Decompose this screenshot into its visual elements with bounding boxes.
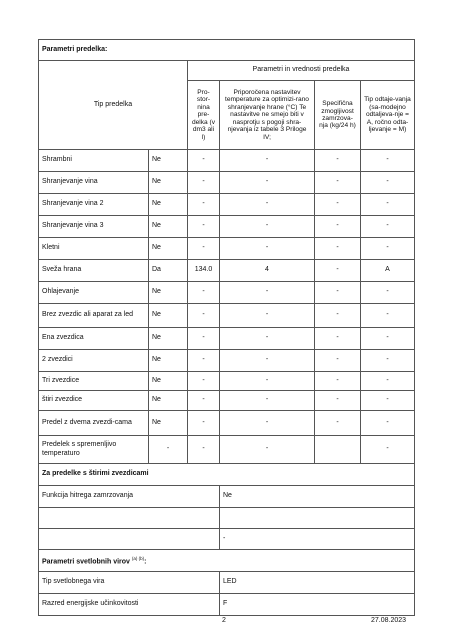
row-defrost: -	[361, 216, 415, 238]
row-volume: -	[188, 411, 220, 436]
row-volume: 134.0	[188, 260, 220, 282]
row-defrost: -	[361, 282, 415, 304]
section-title: Parametri predelka:	[39, 40, 415, 61]
col-temp-header: Priporočena nastavitev temperature za optimizi-rano shranjevanje hrane (°C) Te nastavitve ne smejo biti v nasprotju s pogoji shra-njevanja iz tabele 3 Priloge IV;	[220, 81, 315, 150]
row-name: Shranjevanje vina	[39, 172, 149, 194]
row-defrost: -	[361, 391, 415, 411]
light-type-value: LED	[220, 572, 415, 594]
row-defrost: -	[361, 150, 415, 172]
row-name: Brez zvezdic ali aparat za led	[39, 304, 149, 328]
row-present: Ne	[149, 391, 188, 411]
row-present: Ne	[149, 150, 188, 172]
row-volume: -	[188, 282, 220, 304]
light-section-marks: (a) (b)	[131, 555, 145, 561]
row-present: -	[149, 436, 188, 464]
row-temp: -	[220, 216, 315, 238]
table-row	[39, 282, 415, 304]
row-present: Ne	[149, 304, 188, 328]
row-name: Shranjevanje vina 2	[39, 194, 149, 216]
row-present: Ne	[149, 216, 188, 238]
page-number: 2	[222, 617, 226, 624]
row-temp: -	[220, 304, 315, 328]
col-freeze-header: Specifična zmogljivost zamrzova-nja (kg/24 h)	[315, 81, 361, 150]
row-name: Predelek s spremenljivo temperaturo	[39, 436, 149, 464]
light-section-title-text: Parametri svetlobnih virov	[42, 557, 130, 565]
row-temp: -	[220, 372, 315, 391]
row-defrost: -	[361, 372, 415, 391]
row-freeze: -	[315, 150, 361, 172]
table-row	[39, 411, 415, 436]
row-name: Shranjevanje vina 3	[39, 216, 149, 238]
params-header: Parametri in vrednosti predelka	[188, 61, 415, 81]
row-defrost: -	[361, 194, 415, 216]
row-temp: -	[220, 350, 315, 372]
row-temp: -	[220, 172, 315, 194]
table-row	[39, 260, 415, 282]
table-row	[39, 328, 415, 350]
row-freeze: -	[315, 216, 361, 238]
row-volume: -	[188, 304, 220, 328]
row-freeze: -	[315, 172, 361, 194]
row-temp: 4	[220, 260, 315, 282]
table-row	[39, 304, 415, 328]
row-name: Ena zvezdica	[39, 328, 149, 350]
row-present: Ne	[149, 172, 188, 194]
row-defrost: -	[361, 172, 415, 194]
compartment-table	[38, 39, 415, 616]
row-volume: -	[188, 216, 220, 238]
blank-value	[220, 508, 415, 529]
row-defrost: -	[361, 411, 415, 436]
row-defrost: -	[361, 304, 415, 328]
row-volume: -	[188, 372, 220, 391]
row-freeze: -	[315, 328, 361, 350]
row-temp: -	[220, 436, 315, 464]
row-volume: -	[188, 328, 220, 350]
row-defrost: -	[361, 350, 415, 372]
row-present: Ne	[149, 194, 188, 216]
light-type-label: Tip svetlobnega vira	[39, 572, 220, 594]
row-volume: -	[188, 350, 220, 372]
table-row	[39, 172, 415, 194]
row-present: Ne	[149, 350, 188, 372]
row-freeze: -	[315, 372, 361, 391]
table-row	[39, 238, 415, 260]
row-volume: -	[188, 172, 220, 194]
row-temp: -	[220, 238, 315, 260]
row-volume: -	[188, 391, 220, 411]
row-present: Ne	[149, 411, 188, 436]
row-defrost: A	[361, 260, 415, 282]
table-row	[39, 436, 415, 464]
row-present: Ne	[149, 372, 188, 391]
row-freeze: -	[315, 391, 361, 411]
blank-label-2	[39, 529, 220, 550]
type-header: Tip predelka	[39, 61, 188, 150]
blank-dash-value: -	[220, 529, 415, 550]
row-name: Ohlajevanje	[39, 282, 149, 304]
energy-class-label: Razred energijske učinkovitosti	[39, 594, 220, 616]
row-name: 2 zvezdici	[39, 350, 149, 372]
row-defrost: -	[361, 238, 415, 260]
row-present: Da	[149, 260, 188, 282]
fast-freeze-label: Funkcija hitrega zamrzovanja	[39, 486, 220, 508]
row-freeze	[315, 436, 361, 464]
table-row	[39, 391, 415, 411]
row-present: Ne	[149, 238, 188, 260]
light-section-colon: :	[144, 557, 147, 565]
light-source-section-title	[39, 550, 415, 572]
row-defrost: -	[361, 328, 415, 350]
row-freeze: -	[315, 282, 361, 304]
row-name: štiri zvezdice	[39, 391, 149, 411]
table-row	[39, 150, 415, 172]
table-row	[39, 216, 415, 238]
row-name: Tri zvezdice	[39, 372, 149, 391]
blank-label	[39, 508, 220, 529]
footer-date: 27.08.2023	[371, 617, 407, 624]
row-present: Ne	[149, 328, 188, 350]
row-volume: -	[188, 150, 220, 172]
row-present: Ne	[149, 282, 188, 304]
four-star-section-title: Za predelke s štirimi zvezdicami	[39, 464, 415, 486]
row-temp: -	[220, 150, 315, 172]
row-freeze: -	[315, 194, 361, 216]
col-defrost-header: Tip odtaje-vanja (sa-modejno odtaljeva-nje = A, ročno odta-ljevanje = M)	[361, 81, 415, 150]
row-temp: -	[220, 328, 315, 350]
energy-class-value: F	[220, 594, 415, 616]
parameters-sheet	[38, 39, 414, 616]
row-volume: -	[188, 238, 220, 260]
row-temp: -	[220, 282, 315, 304]
row-name: Sveža hrana	[39, 260, 149, 282]
row-freeze: -	[315, 238, 361, 260]
row-temp: -	[220, 194, 315, 216]
row-freeze: -	[315, 350, 361, 372]
table-row	[39, 350, 415, 372]
row-freeze: -	[315, 411, 361, 436]
table-row	[39, 372, 415, 391]
row-name: Shrambni	[39, 150, 149, 172]
row-defrost: -	[361, 436, 415, 464]
row-volume: -	[188, 194, 220, 216]
table-row	[39, 194, 415, 216]
row-freeze: -	[315, 260, 361, 282]
row-name: Predel z dvema zvezdi-cama	[39, 411, 149, 436]
row-freeze: -	[315, 304, 361, 328]
row-name: Kletni	[39, 238, 149, 260]
row-temp: -	[220, 411, 315, 436]
row-volume: -	[188, 436, 220, 464]
fast-freeze-value: Ne	[220, 486, 415, 508]
col-volume-header: Pro-stor-nina pre-delka (v dm3 ali l)	[188, 81, 220, 150]
row-temp: -	[220, 391, 315, 411]
